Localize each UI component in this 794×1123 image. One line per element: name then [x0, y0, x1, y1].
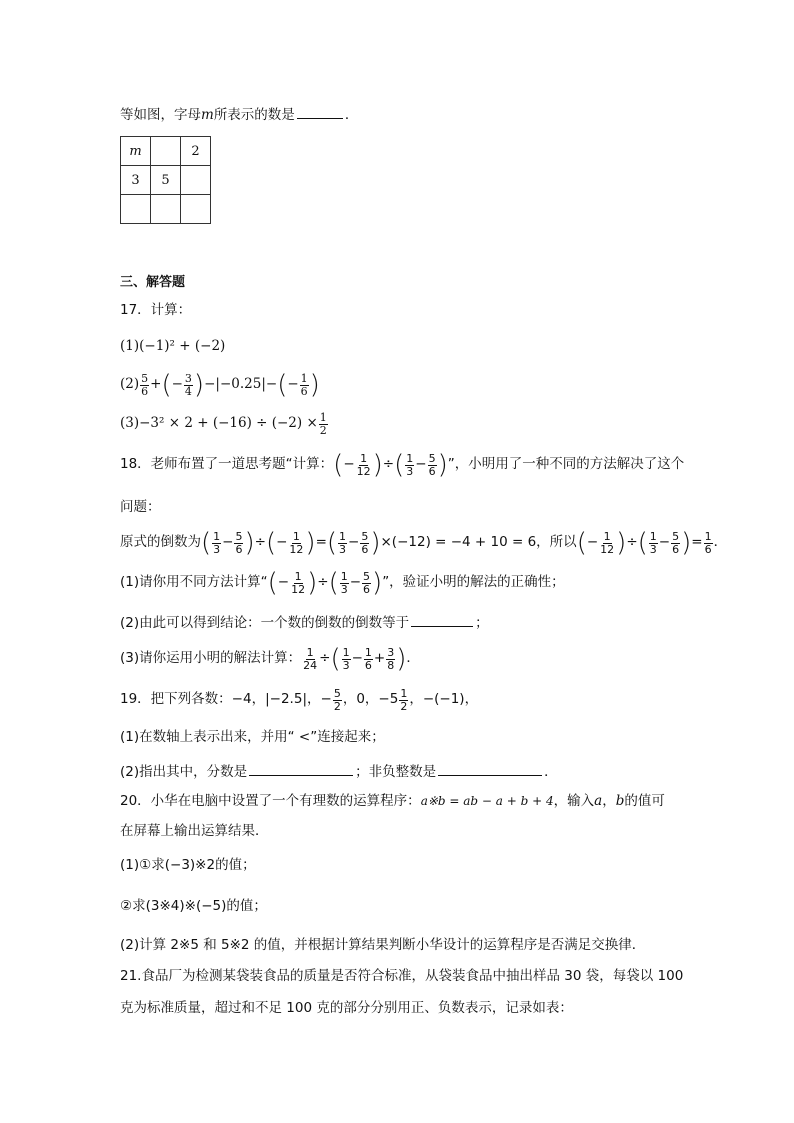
q19-c2: ；非负整数是	[355, 764, 437, 780]
q18-g1: (3)请你运用小明的解法计算：	[120, 650, 302, 667]
den: 12	[600, 542, 615, 556]
q20-part1a	[120, 859, 256, 873]
den: 6	[235, 542, 243, 556]
q18-d2: ×(−12) = −4 + 10 = 6，所以	[380, 534, 577, 551]
q18-f2: ；	[475, 615, 489, 631]
q21-line1: 21.食品厂为检测某袋装食品的质量是否符合标准，从袋装食品中抽出样品 30 袋，每袋以 100	[120, 968, 684, 984]
q17-part1: (1)(−1)² + (−2)	[120, 338, 226, 354]
den: 6	[428, 464, 436, 478]
num: 1	[400, 687, 408, 700]
q18-part2	[120, 614, 489, 631]
q19-a5: ，−(−1)，	[409, 691, 479, 708]
fraction	[364, 647, 373, 671]
den: 3	[213, 542, 221, 556]
fraction	[599, 531, 615, 555]
q19-a1: 19．把下列各数：−4，	[120, 691, 266, 708]
grid-cell: 3	[121, 166, 151, 195]
q16-text-a: 等如图，字母	[120, 107, 201, 123]
fraction	[428, 453, 437, 477]
q19-a2: 2.5	[280, 691, 303, 708]
q18-d1: 原式的倒数为	[120, 534, 201, 551]
num: 1	[649, 529, 657, 543]
section-heading: 三、解答题	[120, 275, 186, 290]
den: 3	[342, 658, 350, 672]
den: 6	[300, 384, 308, 398]
q16-line	[120, 106, 358, 123]
den: 6	[704, 542, 712, 556]
q19-line1: 19．把下列各数：−4， |− 2.5 | ，− $\frac{5}{2}$ ，0，−5 $\frac{1}{2}$ ，−(−1)，	[120, 687, 479, 713]
number-grid	[120, 136, 211, 224]
num: 1	[406, 451, 414, 465]
q19-a4: ，0，−5	[342, 691, 399, 708]
grid-cell: m	[121, 137, 151, 166]
den: 12	[356, 464, 371, 478]
den: 6	[364, 658, 372, 672]
den: 24	[303, 658, 318, 672]
q17-abs-val: −0.25	[219, 376, 262, 393]
num: 1	[360, 451, 368, 465]
q20-a4: a	[594, 793, 603, 809]
q21-line2: 克为标准质量，超过和不足 100 克的部分分别用正、负数表示，记录如表：	[120, 1000, 573, 1016]
num: 5	[333, 687, 341, 700]
grid-cell	[151, 195, 181, 224]
fraction	[288, 531, 304, 555]
q18-line1: 18．老师布置了一道思考题“计算： ( − $\frac{1}{12}$ ) ÷ ( $\frac{1}{3}$ − $\frac{5}{6}$ ) ”，小明用了一种不同的方法解决了这个	[120, 450, 685, 480]
num: 3	[184, 371, 192, 385]
q17-p3-text: (3)−3² × 2 + (−16) ÷ (−2) ×	[120, 415, 318, 432]
q20-c2: (−3)※2	[164, 857, 216, 873]
grid-cell	[181, 166, 211, 195]
q18-text-b: ”，小明用了一种不同的方法解决了这个	[447, 456, 685, 473]
den: 2	[333, 699, 341, 713]
den: 3	[649, 542, 657, 556]
q19-part1: (1)在数轴上表示出来，并用“ <”连接起来；	[120, 729, 385, 745]
q18-e1: (1)请你用不同方法计算“	[120, 574, 268, 591]
fraction	[671, 531, 680, 555]
grid-cell: 5	[151, 166, 181, 195]
q17-title: 17．计算：	[120, 302, 192, 318]
num: 1	[213, 529, 221, 543]
den: 6	[363, 582, 371, 596]
num: 1	[340, 569, 348, 583]
fraction-3-4	[184, 373, 193, 397]
q20-line2: 在屏幕上输出运算结果．	[120, 823, 269, 839]
fraction	[234, 531, 243, 555]
fraction-1-2	[319, 412, 328, 436]
q18-line2: 问题：	[120, 499, 161, 515]
q20-part2: (2)计算 2※5 和 5※2 的值，并根据计算结果判断小华设计的运算程序是否满足交换律．	[120, 937, 646, 953]
den: 6	[141, 384, 149, 398]
q18-line3: 原式的倒数为 ( $\frac{1}{3}$ − $\frac{5}{6}$ ) ÷ ( − $\frac{1}{12}$ ) = ( $\frac{1}{3}$ − $\frac{5}{6}$ ) ×(−12) = −4 + 10 = 6，所以 ( − $\frac{1}{12}$ ) ÷ ( $\frac{1}{3}$ − $\frac{5}{6}$ ) = $\frac{1}{6}$ ．	[120, 528, 728, 558]
q20-line1	[120, 795, 665, 809]
fraction	[212, 531, 221, 555]
q18-part3: (3)请你运用小明的解法计算： $\frac{1}{24}$ ÷ ( $\frac{1}{3}$ − $\frac{1}{6}$ + $\frac{3}{8}$ ) ．	[120, 644, 420, 674]
fraction	[333, 688, 342, 712]
q19-a3: ，−	[307, 691, 332, 708]
den: 3	[340, 582, 348, 596]
q19-blank-integer[interactable]	[438, 763, 542, 776]
q17-part3	[120, 412, 329, 436]
q18-g2: ．	[406, 650, 420, 667]
q20-part1b	[120, 900, 267, 914]
grid-cell	[121, 195, 151, 224]
q20-a3: ，输入	[553, 793, 595, 809]
fraction-5-6	[140, 373, 149, 397]
q18-blank[interactable]	[411, 614, 473, 627]
q20-d2: (3※4)※(−5)	[145, 898, 227, 914]
num: 5	[363, 569, 371, 583]
q17-p2-label: (2)	[120, 376, 140, 393]
fraction	[342, 647, 351, 671]
den: 4	[184, 384, 192, 398]
num: 5	[235, 529, 243, 543]
fraction	[386, 647, 395, 671]
fraction-1-6	[300, 373, 309, 397]
q20-a7: 的值可	[624, 793, 665, 809]
q17-part2: (2) $\frac{5}{6}$ + ( − $\frac{3}{4}$ ) −| −0.25 | − ( − $\frac{1}{6}$ )	[120, 370, 320, 400]
den: 12	[289, 542, 304, 556]
num: 5	[141, 371, 149, 385]
den: 3	[339, 542, 347, 556]
num: 1	[339, 529, 347, 543]
q20-d1: ②求	[120, 898, 146, 914]
fraction	[338, 531, 347, 555]
num: 1	[319, 411, 327, 424]
fraction	[360, 531, 369, 555]
num: 1	[342, 645, 350, 659]
fraction	[649, 531, 658, 555]
fraction	[399, 688, 408, 712]
den: 12	[291, 582, 306, 596]
den: 2	[400, 699, 408, 713]
num: 5	[428, 451, 436, 465]
q19-c3: ．	[544, 764, 558, 780]
q16-var: m	[201, 107, 214, 123]
q20-a5: ，	[602, 793, 616, 809]
fraction	[704, 531, 713, 555]
q20-c3: 的值；	[215, 857, 256, 873]
q18-text-a: 18．老师布置了一道思考题“计算：	[120, 456, 334, 473]
num: 1	[704, 529, 712, 543]
num: 1	[300, 371, 308, 385]
num: 5	[672, 529, 680, 543]
num: 1	[306, 645, 314, 659]
num: 5	[361, 529, 369, 543]
fraction	[356, 453, 372, 477]
num: 1	[292, 529, 300, 543]
q19-blank-fraction[interactable]	[249, 763, 353, 776]
q20-c1: (1)①求	[120, 857, 165, 873]
q20-d3: 的值；	[226, 898, 267, 914]
q19-c1: (2)指出其中，分数是	[120, 764, 248, 780]
grid-cell	[151, 137, 181, 166]
den: 6	[361, 542, 369, 556]
grid-cell: 2	[181, 137, 211, 166]
q20-a6: b	[615, 793, 625, 809]
q16-blank[interactable]	[297, 106, 343, 119]
fraction	[405, 453, 414, 477]
q18-part1: (1)请你用不同方法计算“ ( − $\frac{1}{12}$ ) ÷ ( $\frac{1}{3}$ − $\frac{5}{6}$ ) ”，验证小明的解法的正确性；	[120, 568, 565, 598]
q20-a1: 20．小华在电脑中设置了一个有理数的运算程序：	[120, 793, 421, 809]
q17-minus: −	[265, 376, 278, 393]
q18-e2: ”，验证小明的解法的正确性；	[382, 574, 565, 591]
fraction	[362, 571, 371, 595]
den: 8	[387, 658, 395, 672]
num: 1	[364, 645, 372, 659]
q19-part2	[120, 763, 558, 780]
fraction	[290, 571, 306, 595]
q18-f1: (2)由此可以得到结论：一个数的倒数的倒数等于	[120, 615, 410, 631]
num: 1	[603, 529, 611, 543]
q16-text-b: 所表示的数是	[213, 107, 295, 123]
q18-d3: ．	[713, 534, 728, 551]
den: 6	[672, 542, 680, 556]
num: 1	[294, 569, 302, 583]
q20-operation: a※b = ab − a + b + 4	[420, 794, 554, 808]
fraction	[302, 647, 318, 671]
num: 3	[387, 645, 395, 659]
den: 3	[406, 464, 414, 478]
grid-cell	[181, 195, 211, 224]
den: 2	[319, 423, 327, 437]
fraction	[340, 571, 349, 595]
q16-tail: ．	[344, 107, 359, 123]
